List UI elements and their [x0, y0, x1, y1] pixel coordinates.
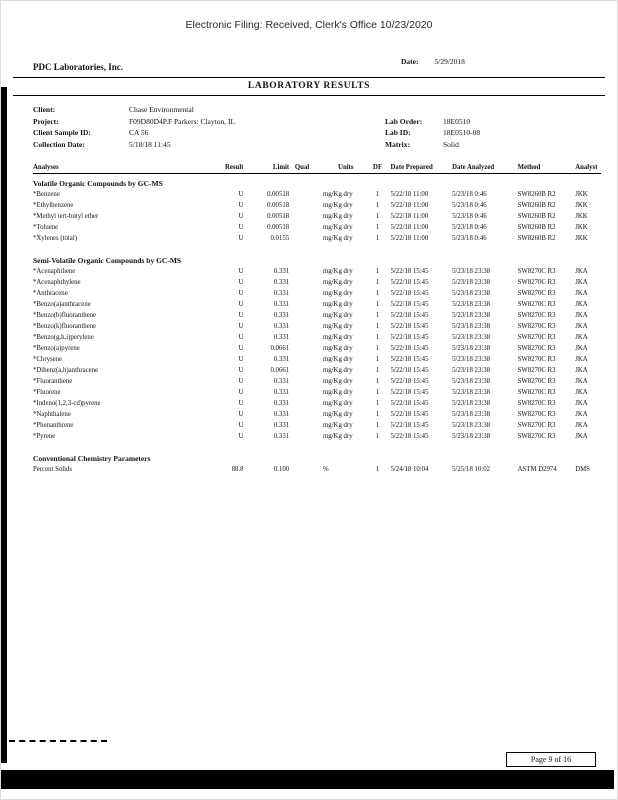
cell: mg/Kg dry: [322, 422, 353, 429]
report-date: [401, 57, 465, 66]
cell: SW8270C R3: [517, 268, 556, 275]
cell: *Xylenes (total): [33, 235, 77, 242]
cell: 5/22/18 15:45: [390, 323, 429, 330]
cell: 5/23/18 23:38: [452, 279, 491, 286]
cell: *Anthracene: [33, 290, 68, 297]
cell: 1: [375, 433, 380, 440]
cell: [289, 431, 315, 442]
dashed-separator: [9, 740, 107, 742]
cell: JKA: [575, 301, 588, 308]
cell: U: [238, 389, 244, 396]
cell: [289, 233, 315, 244]
cell: JKA: [575, 378, 588, 385]
table-row: [33, 321, 601, 332]
sample-info-block: [33, 104, 587, 154]
cell: mg/Kg dry: [322, 279, 353, 286]
cell: SW8270C R3: [517, 433, 556, 440]
cell: 0.00518: [267, 213, 290, 220]
cell: 0.00518: [267, 191, 290, 198]
cell: U: [238, 213, 244, 220]
cell: 1: [375, 323, 380, 330]
cell: *Naphthalene: [33, 411, 71, 418]
cell: SW8270C R3: [517, 422, 556, 429]
cell: 5/23/18 0:46: [452, 235, 487, 242]
cell: 5/24/18 10:04: [390, 466, 429, 473]
cell: JKA: [575, 312, 588, 319]
cell: 0.331: [273, 400, 290, 407]
cell: *Ethylbenzene: [33, 202, 74, 209]
cell: JKA: [575, 433, 588, 440]
cell: *Benzo(k)fluoranthene: [33, 323, 97, 330]
info-value: 5/18/18 11:45: [129, 139, 171, 149]
cell: [289, 321, 315, 332]
info-label: Collection Date:: [33, 139, 85, 149]
cell: [289, 189, 315, 200]
cell: JKA: [575, 345, 588, 352]
info-label: Lab Order:: [385, 116, 423, 126]
cell: 5/22/18 15:45: [390, 411, 429, 418]
cell: 0.331: [273, 378, 290, 385]
cell: U: [238, 400, 244, 407]
cell: 5/22/18 11:00: [390, 202, 429, 209]
cell: 1: [375, 400, 380, 407]
cell: 88.8: [231, 466, 244, 473]
cell: *Methyl tert-butyl ether: [33, 213, 99, 220]
cell: JKK: [575, 235, 588, 242]
cell: U: [238, 312, 244, 319]
cell: *Toluene: [33, 224, 59, 231]
cell: U: [238, 411, 244, 418]
cell: 5/23/18 0:46: [452, 224, 487, 231]
cell: 1: [375, 345, 380, 352]
cell: JKK: [575, 224, 588, 231]
cell: [289, 464, 315, 475]
cell: 5/22/18 11:00: [390, 213, 429, 220]
scan-artifact-left: [1, 87, 7, 763]
cell: mg/Kg dry: [322, 191, 353, 198]
document-header: [33, 57, 587, 70]
table-row: [33, 376, 601, 387]
table-row: [33, 277, 601, 288]
cell: *Benzene: [33, 191, 60, 198]
cell: 1: [375, 411, 380, 418]
cell: 0.331: [273, 279, 290, 286]
cell: 1: [375, 191, 380, 198]
cell: [289, 310, 315, 321]
column-header: DF: [373, 164, 383, 171]
info-label: Client:: [33, 105, 56, 114]
cell: mg/Kg dry: [322, 367, 353, 374]
cell: 5/23/18 23:38: [452, 389, 491, 396]
info-row: [385, 139, 480, 151]
table-row: [33, 266, 601, 277]
cell: 5/23/18 0:46: [452, 191, 487, 198]
cell: mg/Kg dry: [322, 433, 353, 440]
info-label: Matrix:: [385, 139, 410, 149]
cell: 0.331: [273, 268, 290, 275]
section-heading: Conventional Chemistry Parameters: [33, 454, 151, 463]
cell: 5/23/18 0:46: [452, 202, 487, 209]
cell: SW8270C R3: [517, 290, 556, 297]
table-row: [33, 409, 601, 420]
info-value: Chase Environmental: [129, 105, 194, 114]
cell: U: [238, 345, 244, 352]
cell: 0.331: [273, 411, 290, 418]
cell: 5/22/18 15:45: [390, 433, 429, 440]
cell: 5/23/18 23:38: [452, 367, 491, 374]
cell: *Benzo(g,h,i)perylene: [33, 334, 94, 341]
cell: 5/23/18 23:38: [452, 301, 491, 308]
cell: *Acenaphthylene: [33, 279, 81, 286]
info-value: F09D80D4P.F Parkers: Clayton, IL: [129, 116, 236, 126]
cell: [289, 354, 315, 365]
report-date-label: Date:: [401, 57, 419, 66]
cell: U: [238, 422, 244, 429]
table-row: [33, 222, 601, 233]
cell: JKA: [575, 268, 588, 275]
cell: [289, 211, 315, 222]
cell: 5/23/18 23:38: [452, 345, 491, 352]
table-row: [33, 310, 601, 321]
page-title: LABORATORY RESULTS: [13, 77, 605, 96]
cell: 5/23/18 23:38: [452, 312, 491, 319]
table-row: [33, 211, 601, 222]
table-header-row: [33, 164, 601, 174]
cell: 5/22/18 15:45: [390, 301, 429, 308]
results-table: [33, 164, 601, 475]
scan-artifact-bottom: [1, 770, 614, 789]
cell: 5/23/18 23:38: [452, 356, 491, 363]
cell: 0.331: [273, 290, 290, 297]
cell: 5/22/18 15:45: [390, 345, 429, 352]
cell: [289, 332, 315, 343]
cell: mg/Kg dry: [322, 356, 353, 363]
cell: U: [238, 301, 244, 308]
cell: U: [238, 367, 244, 374]
cell: 1: [375, 224, 380, 231]
cell: 5/23/18 23:38: [452, 411, 491, 418]
cell: U: [238, 202, 244, 209]
cell: 5/23/18 23:38: [452, 334, 491, 341]
cell: 0.331: [273, 334, 290, 341]
cell: *Fluoranthene: [33, 378, 73, 385]
cell: 5/23/18 23:38: [452, 378, 491, 385]
cell: JKA: [575, 279, 588, 286]
cell: [289, 376, 315, 387]
table-row: [33, 332, 601, 343]
cell: 0.00518: [267, 202, 290, 209]
cell: SW8270C R3: [517, 356, 556, 363]
table-row: [33, 420, 601, 431]
cell: 5/22/18 11:00: [390, 235, 429, 242]
cell: 0.331: [273, 356, 290, 363]
cell: 1: [375, 202, 380, 209]
table-row: [33, 288, 601, 299]
cell: mg/Kg dry: [322, 389, 353, 396]
lab-name: PDC Laboratories, Inc.: [33, 62, 123, 72]
cell: [289, 222, 315, 233]
cell: SW8260B R2: [517, 224, 556, 231]
cell: 0.0661: [270, 367, 290, 374]
cell: 5/23/18 23:38: [452, 290, 491, 297]
cell: 1: [375, 268, 380, 275]
cell: *Benzo(a)pyrene: [33, 345, 80, 352]
column-header: Units: [338, 164, 354, 171]
info-label: Project:: [33, 116, 59, 126]
cell: SW8270C R3: [517, 378, 556, 385]
column-header: Limit: [272, 164, 290, 171]
cell: JKK: [575, 213, 588, 220]
cell: mg/Kg dry: [322, 345, 353, 352]
info-row: [385, 116, 480, 128]
cell: 1: [375, 235, 380, 242]
cell: JKA: [575, 290, 588, 297]
cell: *Benzo(b)fluoranthene: [33, 312, 97, 319]
cell: 1: [375, 466, 380, 473]
cell: mg/Kg dry: [322, 411, 353, 418]
table-row: [33, 387, 601, 398]
report-date-value: 5/29/2018: [434, 57, 465, 66]
cell: 5/22/18 15:45: [390, 290, 429, 297]
cell: *Chrysene: [33, 356, 63, 363]
cell: *Indeno(1,2,3-cd)pyrene: [33, 400, 101, 407]
cell: 5/23/18 23:38: [452, 433, 491, 440]
cell: U: [238, 323, 244, 330]
cell: mg/Kg dry: [322, 268, 353, 275]
cell: JKA: [575, 356, 588, 363]
section-heading: Volatile Organic Compounds by GC-MS: [33, 179, 163, 188]
cell: SW8270C R3: [517, 400, 556, 407]
cell: *Pyrene: [33, 433, 56, 440]
info-row: [385, 127, 480, 139]
cell: JKA: [575, 400, 588, 407]
cell: 1: [375, 356, 380, 363]
cell: U: [238, 279, 244, 286]
cell: 5/22/18 15:45: [390, 312, 429, 319]
cell: mg/Kg dry: [322, 301, 353, 308]
cell: JKA: [575, 334, 588, 341]
cell: 5/22/18 11:00: [390, 191, 429, 198]
table-row: [33, 343, 601, 354]
cell: 5/22/18 15:45: [390, 422, 429, 429]
cell: JKA: [575, 411, 588, 418]
cell: SW8270C R3: [517, 312, 556, 319]
info-row: [33, 127, 373, 139]
info-value: Solid: [443, 139, 459, 149]
info-right: [385, 116, 480, 151]
cell: SW8270C R3: [517, 323, 556, 330]
cell: 0.331: [273, 323, 290, 330]
cell: 5/23/18 23:38: [452, 400, 491, 407]
cell: DMS: [575, 466, 590, 473]
column-header: Date Prepared: [390, 164, 433, 171]
cell: mg/Kg dry: [322, 224, 353, 231]
cell: SW8270C R3: [517, 334, 556, 341]
cell: [289, 387, 315, 398]
cell: 1: [375, 389, 380, 396]
cell: mg/Kg dry: [322, 290, 353, 297]
cell: *Phenanthrene: [33, 422, 74, 429]
cell: 5/22/18 15:45: [390, 268, 429, 275]
cell: SW8260B R2: [517, 202, 556, 209]
cell: SW8270C R3: [517, 345, 556, 352]
cell: 0.0155: [270, 235, 290, 242]
table-row: [33, 299, 601, 310]
cell: ASTM D2974: [517, 466, 557, 473]
cell: mg/Kg dry: [322, 334, 353, 341]
cell: 5/22/18 15:45: [390, 334, 429, 341]
section-heading: Semi-Volatile Organic Compounds by GC-MS: [33, 256, 182, 265]
column-header: Analyst: [575, 164, 598, 171]
cell: [289, 365, 315, 376]
cell: 0.331: [273, 301, 290, 308]
cell: 5/22/18 15:45: [390, 279, 429, 286]
cell: SW8260B R2: [517, 235, 556, 242]
cell: [289, 343, 315, 354]
cell: 0.331: [273, 422, 290, 429]
info-value: 18E0510-08: [443, 128, 481, 137]
cell: [289, 200, 315, 211]
cell: 5/23/18 0:46: [452, 213, 487, 220]
cell: SW8270C R3: [517, 279, 556, 286]
cell: *Dibenz(a,h)anthracene: [33, 367, 99, 374]
cell: 1: [375, 367, 380, 374]
results-table-body: [33, 178, 601, 475]
cell: 5/23/18 23:38: [452, 323, 491, 330]
cell: U: [238, 334, 244, 341]
column-header: Method: [517, 164, 541, 171]
cell: [289, 409, 315, 420]
cell: 5/23/18 23:38: [452, 268, 491, 275]
column-header: Result: [224, 164, 244, 171]
table-row: [33, 233, 601, 244]
cell: [289, 420, 315, 431]
cell: U: [238, 433, 244, 440]
cell: [289, 266, 315, 277]
cell: 5/22/18 15:45: [390, 400, 429, 407]
cell: *Fluorene: [33, 389, 61, 396]
cell: 0.331: [273, 433, 290, 440]
info-value: 18E0510: [443, 116, 471, 126]
cell: JKA: [575, 367, 588, 374]
cell: SW8270C R3: [517, 367, 556, 374]
cell: mg/Kg dry: [322, 323, 353, 330]
cell: SW8260B R2: [517, 213, 556, 220]
table-row: [33, 189, 601, 200]
cell: 5/22/18 15:45: [390, 389, 429, 396]
info-label: Client Sample ID:: [33, 128, 91, 137]
cell: U: [238, 235, 244, 242]
table-row: [33, 398, 601, 409]
cell: 1: [375, 378, 380, 385]
table-row: [33, 365, 601, 376]
cell: 0.0661: [270, 345, 290, 352]
cell: 1: [375, 422, 380, 429]
table-row: [33, 354, 601, 365]
cell: U: [238, 290, 244, 297]
cell: mg/Kg dry: [322, 378, 353, 385]
page-number-badge: Page 9 of 16: [506, 752, 596, 767]
cell: JKA: [575, 323, 588, 330]
cell: 1: [375, 213, 380, 220]
cell: mg/Kg dry: [322, 400, 353, 407]
cell: U: [238, 191, 244, 198]
cell: *Acenaphthene: [33, 268, 76, 275]
table-row: [33, 200, 601, 211]
cell: 5/23/18 23:38: [452, 422, 491, 429]
filing-header: Electronic Filing: Received, Clerk's Office 10/23/2020: [185, 19, 433, 31]
table-row: [33, 431, 601, 442]
cell: SW8270C R3: [517, 389, 556, 396]
info-row: [33, 139, 373, 151]
cell: 5/22/18 15:45: [390, 367, 429, 374]
info-row: [33, 104, 373, 116]
cell: [289, 398, 315, 409]
cell: JKA: [575, 422, 588, 429]
column-header: Analyses: [33, 164, 59, 171]
info-label: Lab ID:: [385, 128, 411, 137]
cell: 0.00518: [267, 224, 290, 231]
info-row: [33, 116, 373, 128]
cell: mg/Kg dry: [322, 235, 353, 242]
cell: %: [322, 466, 329, 473]
cell: 5/25/18 10:02: [452, 466, 491, 473]
cell: U: [238, 268, 244, 275]
cell: U: [238, 378, 244, 385]
cell: 5/22/18 15:45: [390, 378, 429, 385]
cell: mg/Kg dry: [322, 312, 353, 319]
info-left: [33, 104, 373, 150]
cell: SW8270C R3: [517, 411, 556, 418]
cell: U: [238, 224, 244, 231]
cell: *Benzo(a)anthracene: [33, 301, 91, 308]
cell: 1: [375, 334, 380, 341]
cell: U: [238, 356, 244, 363]
cell: 1: [375, 279, 380, 286]
cell: 1: [375, 312, 380, 319]
cell: mg/Kg dry: [322, 213, 353, 220]
cell: JKK: [575, 191, 588, 198]
cell: 1: [375, 290, 380, 297]
cell: [289, 288, 315, 299]
cell: Percent Solids: [33, 466, 73, 473]
cell: 0.100: [273, 466, 290, 473]
cell: mg/Kg dry: [322, 202, 353, 209]
cell: SW8260B R2: [517, 191, 556, 198]
cell: SW8270C R3: [517, 301, 556, 308]
table-row: [33, 464, 601, 475]
cell: JKA: [575, 389, 588, 396]
cell: 5/22/18 11:00: [390, 224, 429, 231]
cell: [289, 299, 315, 310]
cell: JKK: [575, 202, 588, 209]
cell: [289, 277, 315, 288]
cell: 0.331: [273, 312, 290, 319]
column-header: Qual: [294, 164, 310, 171]
cell: 5/22/18 15:45: [390, 356, 429, 363]
cell: 1: [375, 301, 380, 308]
cell: 0.331: [273, 389, 290, 396]
column-header: Date Analyzed: [452, 164, 495, 171]
info-value: CA 56: [129, 128, 149, 137]
